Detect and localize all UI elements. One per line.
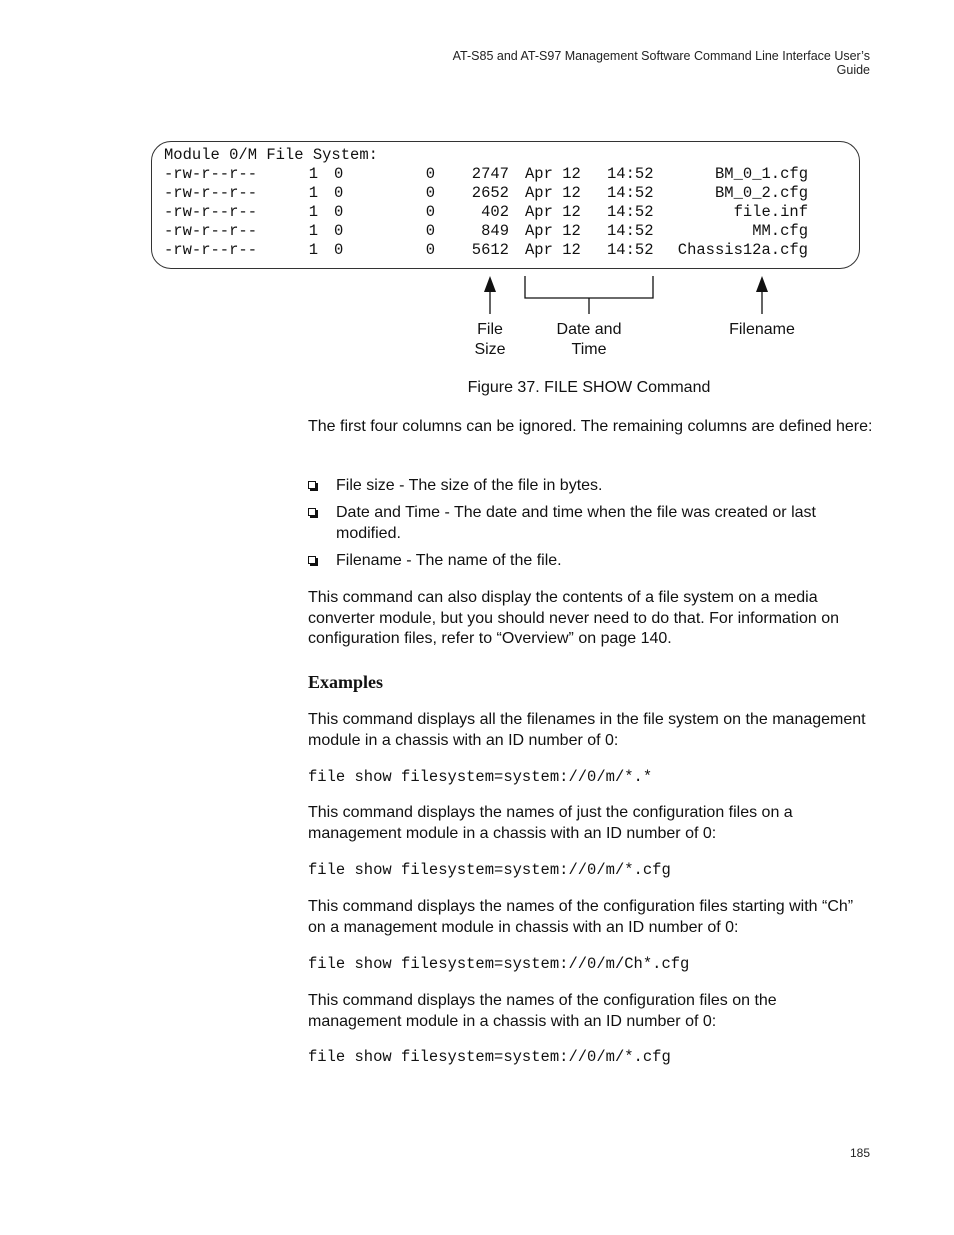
- listing-cell-name: Chassis12a.cfg: [677, 241, 808, 259]
- listing-cell-size: 2652: [471, 184, 509, 202]
- callout-date-time-line2: Time: [571, 341, 607, 358]
- callout-graphics: [0, 0, 954, 330]
- example-4-text: This command displays the names of the configuration files on the management module in a chassis with an ID number of 0:: [308, 992, 777, 1030]
- listing-cell-size: 402: [481, 203, 509, 221]
- listing-cell-c3: 0: [334, 184, 344, 202]
- listing-cell-date: Apr 12: [525, 241, 581, 259]
- example-2-code: file show filesystem=system://0/m/*.cfg: [308, 861, 671, 879]
- listing-cell-name: MM.cfg: [752, 222, 808, 240]
- listing-cell-name: BM_0_1.cfg: [714, 165, 808, 183]
- bullet-text: Filename - The name of the file.: [336, 552, 562, 569]
- listing-cell-time: 14:52: [607, 241, 654, 259]
- listing-cell-c3: 0: [334, 165, 344, 183]
- listing-cell-size: 5612: [471, 241, 509, 259]
- listing-cell-c4: 0: [425, 184, 435, 202]
- listing-cell-date: Apr 12: [525, 203, 581, 221]
- listing-cell-c4: 0: [425, 222, 435, 240]
- listing-cell-size: 849: [481, 222, 509, 240]
- listing-cell-perm: -rw-r--r--: [164, 184, 258, 202]
- listing-cell-c2: 1: [308, 241, 318, 259]
- listing-cell-time: 14:52: [607, 203, 654, 221]
- example-1-code: file show filesystem=system://0/m/*.*: [308, 768, 653, 786]
- listing-cell-date: Apr 12: [525, 165, 581, 183]
- intro-paragraph: The first four columns can be ignored. The remaining columns are defined here:: [308, 418, 873, 435]
- listing-cell-c2: 1: [308, 203, 318, 221]
- listing-cell-c3: 0: [334, 222, 344, 240]
- listing-cell-c4: 0: [425, 165, 435, 183]
- bullet-text: Date and Time - The date and time when the file was created or last modified.: [336, 504, 816, 542]
- listing-cell-time: 14:52: [607, 184, 654, 202]
- example-3-code: file show filesystem=system://0/m/Ch*.cfg: [308, 955, 690, 973]
- example-4-code: file show filesystem=system://0/m/*.cfg: [308, 1048, 671, 1066]
- callout-date-time: [539, 320, 639, 360]
- callout-file-size-line1: File: [477, 321, 503, 338]
- checkbox-bullet-icon: [308, 556, 316, 564]
- listing-cell-size: 2747: [471, 165, 509, 183]
- listing-cell-c4: 0: [425, 203, 435, 221]
- callout-file-size: [455, 320, 525, 360]
- callout-date-time-line1: Date and: [556, 321, 622, 338]
- listing-cell-date: Apr 12: [525, 222, 581, 240]
- listing-cell-c2: 1: [308, 184, 318, 202]
- file-size-arrow: [484, 276, 496, 314]
- listing-cell-perm: -rw-r--r--: [164, 165, 258, 183]
- listing-cell-perm: -rw-r--r--: [164, 241, 258, 259]
- running-header: AT-S85 and AT-S97 Management Software Command Line Interface User’s Guide: [452, 49, 870, 77]
- listing-cell-c3: 0: [334, 241, 344, 259]
- listing-cell-perm: -rw-r--r--: [164, 203, 258, 221]
- listing-cell-date: Apr 12: [525, 184, 581, 202]
- listing-cell-name: BM_0_2.cfg: [714, 184, 808, 202]
- listing-cell-perm: -rw-r--r--: [164, 222, 258, 240]
- example-1-text: This command displays all the filenames in the file system on the management module in a chassis with an ID number of 0:: [308, 711, 866, 749]
- listing-cell-time: 14:52: [607, 165, 654, 183]
- callout-filename: Filename: [729, 321, 795, 338]
- listing-cell-c3: 0: [334, 203, 344, 221]
- filename-arrow: [756, 276, 768, 314]
- example-3-text: This command displays the names of the configuration files starting with “Ch” on a management module in chassis with an ID number of 0:: [308, 898, 854, 936]
- terminal-title-line: Module 0/M File System:: [164, 146, 378, 164]
- listing-cell-c4: 0: [425, 241, 435, 259]
- date-time-bracket: [525, 276, 653, 314]
- examples-heading: Examples: [308, 672, 384, 692]
- callout-file-size-line2: Size: [474, 341, 506, 358]
- bullet-text: File size - The size of the file in bytes.: [336, 477, 603, 494]
- listing-cell-c2: 1: [308, 165, 318, 183]
- checkbox-bullet-icon: [308, 508, 316, 516]
- checkbox-bullet-icon: [308, 481, 316, 489]
- listing-cell-name: file.inf: [733, 203, 808, 221]
- example-2-text: This command displays the names of just the configuration files on a management module in a chassis with an ID number of 0:: [308, 804, 793, 842]
- media-converter-paragraph: This command can also display the contents of a file system on a media converter module, but you should never need to do that. For information on configuration files, refer to “Overview” on page 140.: [308, 589, 839, 647]
- listing-cell-c2: 1: [308, 222, 318, 240]
- listing-cell-time: 14:52: [607, 222, 654, 240]
- page-number: 185: [849, 1146, 870, 1160]
- figure-caption: Figure 37. FILE SHOW Command: [467, 379, 711, 396]
